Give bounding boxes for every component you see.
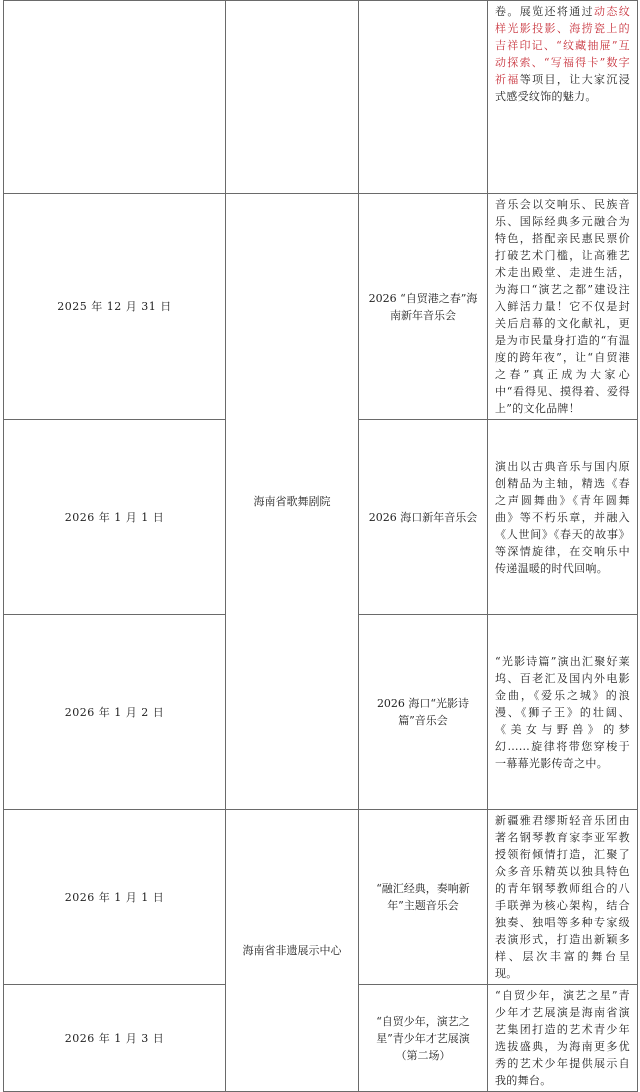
event-name-cell: 2026 “自贸港之春”海南新年音乐会 (359, 194, 488, 420)
event-name-cell: 2026 海口新年音乐会 (359, 420, 488, 615)
description-cell: 音乐会以交响乐、民族音乐、国际经典多元融合为特色，搭配亲民惠民票价打破艺术门槛，让高雅艺术走出殿堂、走进生活，为海口“演艺之都”建设注入鲜活力量！它不仅是封关后启幕的文化献礼，更是为市民量身打造的“有温度的跨年夜”，让“自贸港之春”真正成为大家心中“看得见、摸得着、爱得上”的文化品牌！ (488, 194, 638, 420)
description-text: 卷。展览还将通过 (495, 5, 594, 18)
description-cell: 演出以古典音乐与国内原创精品为主轴，精选《春之声圆舞曲》《青年圆舞曲》等不朽乐章，并融入《人世间》《春天的故事》等深情旋律，在交响乐中传递温暖的时代回响。 (488, 420, 638, 615)
event-name-cell (359, 1, 488, 194)
event-name-cell: 2026 海口“光影诗篇”音乐会 (359, 615, 488, 810)
date-cell: 2026 年 1 月 2 日 (4, 615, 226, 810)
date-cell (4, 1, 226, 194)
description-cell: “自贸少年，演艺之星”青少年才艺展演是海南省演艺集团打造的艺术青少年选拔盛典，为海南更多优秀的艺术少年提供展示自我的舞台。 (488, 985, 638, 1092)
table-row (4, 194, 638, 420)
date-cell: 2025 年 12 月 31 日 (4, 194, 226, 420)
description-cell: “光影诗篇”演出汇聚好莱坞、百老汇及国内外电影金曲，《爱乐之城》的浪漫、《狮子王》的壮阔、《美女与野兽》的梦幻……旋律将带您穿梭于一幕幕光影传奇之中。 (488, 615, 638, 810)
event-name-cell: “自贸少年，演艺之星”青少年才艺展演（第二场） (359, 985, 488, 1092)
venue-cell (226, 1, 359, 194)
table-row (4, 1, 638, 194)
event-name-cell: “融汇经典，奏响新年”主题音乐会 (359, 810, 488, 985)
venue-cell: 海南省歌舞剧院 (226, 194, 359, 810)
event-schedule-table (3, 0, 638, 1092)
highlighted-activities: 动态纹样光影投影、海捞瓷上的吉祥印记、“纹藏抽屉”互动探索、“写福得卡”数字祈福 (495, 5, 630, 86)
date-cell: 2026 年 1 月 1 日 (4, 420, 226, 615)
description-text: 等项目，让大家沉浸式感受纹饰的魅力。 (495, 73, 630, 103)
description-cell: 新疆雅君缪斯轻音乐团由著名钢琴教育家李亚军教授领衔倾情打造，汇聚了众多音乐精英以独具特色的青年钢琴教师组合的八手联弹为核心架构，结合独奏、独唱等多种专家级表演形式，打造出新颖多样、层次丰富的舞台呈现。 (488, 810, 638, 985)
venue-cell: 海南省非遗展示中心 (226, 810, 359, 1092)
date-cell: 2026 年 1 月 1 日 (4, 810, 226, 985)
description-cell (488, 1, 638, 194)
date-cell: 2026 年 1 月 3 日 (4, 985, 226, 1092)
table-row (4, 810, 638, 985)
